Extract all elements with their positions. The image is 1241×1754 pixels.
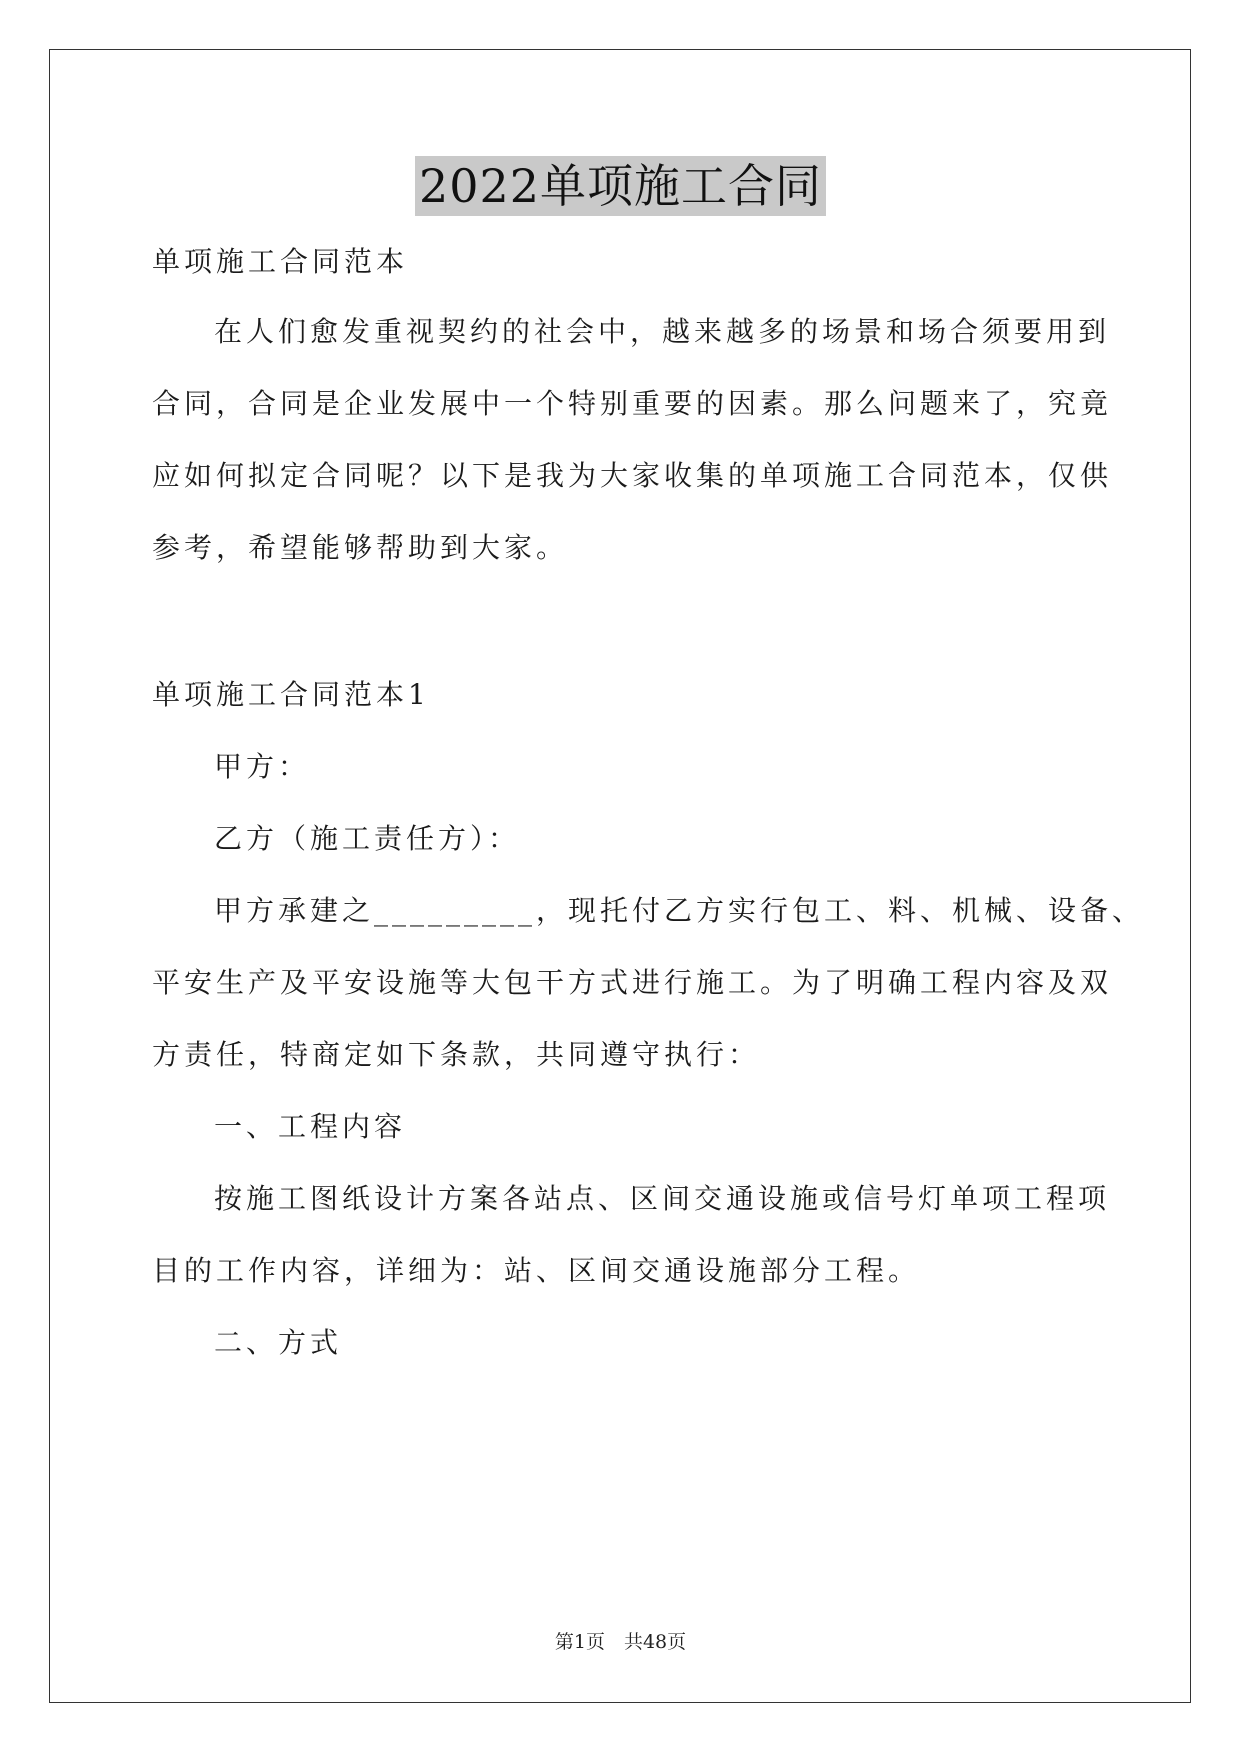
page-border: [49, 49, 1191, 1703]
clause-heading: 一、工程内容: [214, 1110, 407, 1143]
paragraph-line: 合同，合同是企业发展中一个特别重要的因素。那么问题来了，究竟: [152, 387, 1113, 420]
paragraph-line: 参考，希望能够帮助到大家。: [152, 531, 569, 564]
party-a-label: 甲方：: [214, 750, 311, 783]
paragraph-line: 目的工作内容，详细为：站、区间交通设施部分工程。: [152, 1254, 921, 1287]
clause-heading: 二、方式: [214, 1326, 343, 1359]
paragraph-line: 应如何拟定合同呢？以下是我为大家收集的单项施工合同范本，仅供: [152, 459, 1113, 492]
title-container: [0, 156, 1241, 216]
paragraph-line: 方责任，特商定如下条款，共同遵守执行：: [152, 1038, 761, 1071]
paragraph-line: 甲方承建之_________，现托付乙方实行包工、料、机械、设备、: [214, 894, 1145, 927]
paragraph-line: 在人们愈发重视契约的社会中，越来越多的场景和场合须要用到: [214, 315, 1111, 348]
section-heading: 单项施工合同范本1: [152, 678, 430, 711]
paragraph-line: 平安生产及平安设施等大包干方式进行施工。为了明确工程内容及双: [152, 966, 1113, 999]
section-heading: 单项施工合同范本: [152, 245, 409, 278]
paragraph-line: 按施工图纸设计方案各站点、区间交通设施或信号灯单项工程项: [214, 1182, 1111, 1215]
page-footer: 第1页 共48页: [554, 1631, 687, 1653]
document-title: 2022单项施工合同: [415, 156, 826, 216]
party-b-label: 乙方（施工责任方）：: [214, 822, 521, 855]
